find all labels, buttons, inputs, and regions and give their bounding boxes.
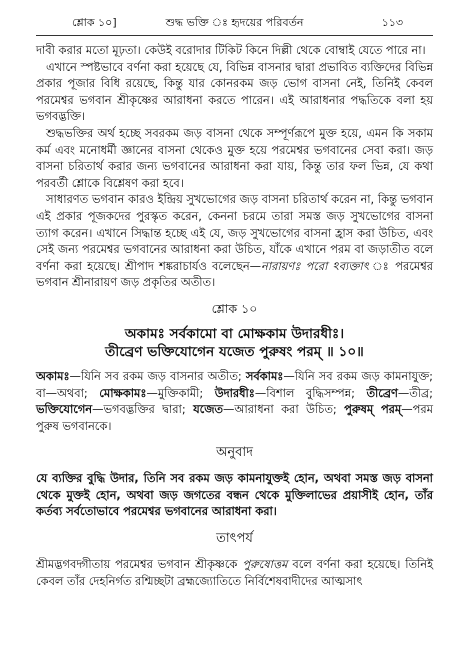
synonym-word: পুরুষম্ পরম্ <box>344 402 402 417</box>
synonyms <box>36 368 433 434</box>
header-rule <box>36 35 433 36</box>
paragraph-text: সাধারণত ভগবান কারও ইন্দ্রিয় সুখভোগের জড় বাসনা চরিতার্থ করেন না, কিন্তু ভগবান এই প্রকার পূজকদের পুরস্কৃত করেন, কেননা চরমে তারা সমস্ত জড় সুখভোগের বাসনা ত্যাগ করেন। এখানে সিদ্ধান্ত হচ্ছে এই যে, জড় সুখভোগের বাসনা হ্রাস করা উচিত, এবং সেই জন্য পরমেশ্বর ভগবানের আরাধনা করা উচিত, যাঁকে এখানে পরম বা জড়াতীত বলে বর্ণনা করা হয়েছে। শ্রীপাদ শঙ্করাচার্যও বলেছেন— <box>36 192 433 273</box>
sanskrit-quote: নারায়ণঃ পরো ঽব্যক্তাৎ <box>261 258 369 273</box>
header-verse-ref: শ্লোক ১০] <box>72 16 117 29</box>
synonym-word: তীব্রেণ <box>366 385 398 400</box>
paragraph: দাবী করার মতো মূঢ়তা। কেউই বরোদার টিকিট কিনে দিল্লী থেকে বোম্বাই যেতে পারে না। <box>36 43 426 57</box>
synonym-word: যজেত <box>193 402 223 417</box>
purport-title: তাৎপর্য <box>216 531 253 547</box>
italic-term: পুরুষোত্তম <box>242 557 288 572</box>
synonym-meaning: —যিনি সব রকম জড় কামনাযুক্ত; বা—অথবা; <box>36 368 433 400</box>
paragraph-text: বলে বর্ণনা করা হয়েছে। তিনিই কেবল তাঁর দেহনির্গত রশ্মিচ্ছটা ব্রহ্মজ্যোতিতে নির্বিশেষবাদীদের আত্মসাৎ <box>36 557 433 588</box>
synonym-word: মোক্ষকামঃ <box>99 385 147 400</box>
page-header <box>36 0 433 34</box>
synonym-meaning: —আরাধনা করা উচিত; <box>222 402 345 417</box>
verse-line: তীব্রেণ ভক্তিযোগেন যজেত পুরুষং পরম্ ॥ ১০॥ <box>105 343 364 360</box>
synonym-meaning: —বিশাল বুদ্ধিসম্পন্ন; <box>254 385 367 400</box>
paragraph: এখানে স্পষ্টভাবে বর্ণনা করা হয়েছে যে, বিভিন্ন বাসনার দ্বারা প্রভাবিত ব্যক্তিদের বিভিন্ন প্রকার পূজার বিধি রয়েছে, কিন্তু যার কোনরকম জড় ভোগ বাসনা নেই, তিনিই কেবল পরমেশ্বর ভগবান শ্রীকৃষ্ণের আরাধনা করতে পারেন। এই আরাধনার পদ্ধতিকে বলা হয় ভগবদ্ভক্তি। <box>36 59 433 124</box>
synonym-meaning: —যিনি সব রকম জড় বাসনার অতীত; <box>69 368 246 383</box>
synonym-meaning: —পরম পুরুষ ভগবানকে। <box>36 402 433 433</box>
translation-title: অনুবাদ <box>216 445 253 461</box>
page-body <box>36 42 433 589</box>
paragraph-text: শ্রীমদ্ভগবদ্গীতায় পরমেশ্বর ভগবান শ্রীকৃষ্ণকে <box>36 557 243 572</box>
header-page-number: ১১৩ <box>381 16 403 29</box>
translation-text: যে ব্যক্তির বুদ্ধি উদার, তিনি সব রকম জড় কামনাযুক্তই হোন, অথবা সমস্ত জড় বাসনা থেকে মুক্তই হোন, অথবা জড় জগতের বন্ধন থেকে মুক্তিলাভের প্রয়াসীই হোন, তাঁর কর্তব্য সর্বতোভাবে পরমেশ্বর ভগবানের আরাধনা করা। <box>36 471 433 519</box>
verse-line: অকামঃ সর্বকামো বা মোক্ষকাম উদারধীঃ। <box>124 325 345 342</box>
synonym-word: সর্বকামঃ <box>245 368 284 383</box>
header-chapter-title: শুদ্ধ ভক্তি ঃ হৃদয়ের পরিবর্তন <box>165 16 304 29</box>
purport-text <box>36 556 433 589</box>
synonym-word: ভক্তিযোগেন <box>36 402 93 417</box>
paragraph-text: ঃ পরমেশ্বর ভগবান শ্রীনারায়ণ জড় প্রকৃতির অতীত। <box>36 258 433 290</box>
verse-title: শ্লোক ১০ <box>211 300 258 316</box>
synonym-meaning: —ভগবদ্ভক্তির দ্বারা; <box>92 402 194 417</box>
synonym-word: উদারধীঃ <box>214 385 255 400</box>
synonym-meaning: —মুক্তিকামী; <box>146 385 215 400</box>
synonym-meaning: —তীব্র; <box>397 385 433 400</box>
synonym-word: অকামঃ <box>36 368 70 383</box>
paragraph <box>36 191 433 291</box>
paragraph: শুদ্ধভক্তির অর্থ হচ্ছে সবরকম জড় বাসনা থেকে সম্পূর্ণরূপে মুক্ত হয়ে, এমন কি সকাম কর্ম এবং মনোধর্মী জ্ঞানের বাসনা থেকেও মুক্ত হয়ে পরমেশ্বর ভগবানের সেবা করা। জড় বাসনা চরিতার্থ করার জন্য ভগবানের আরাধনা করা যায়, কিন্তু তার ফল ভিন্ন, যে কথা পরবর্তী শ্লোকে বিশ্লেষণ করা হবে। <box>36 125 433 190</box>
